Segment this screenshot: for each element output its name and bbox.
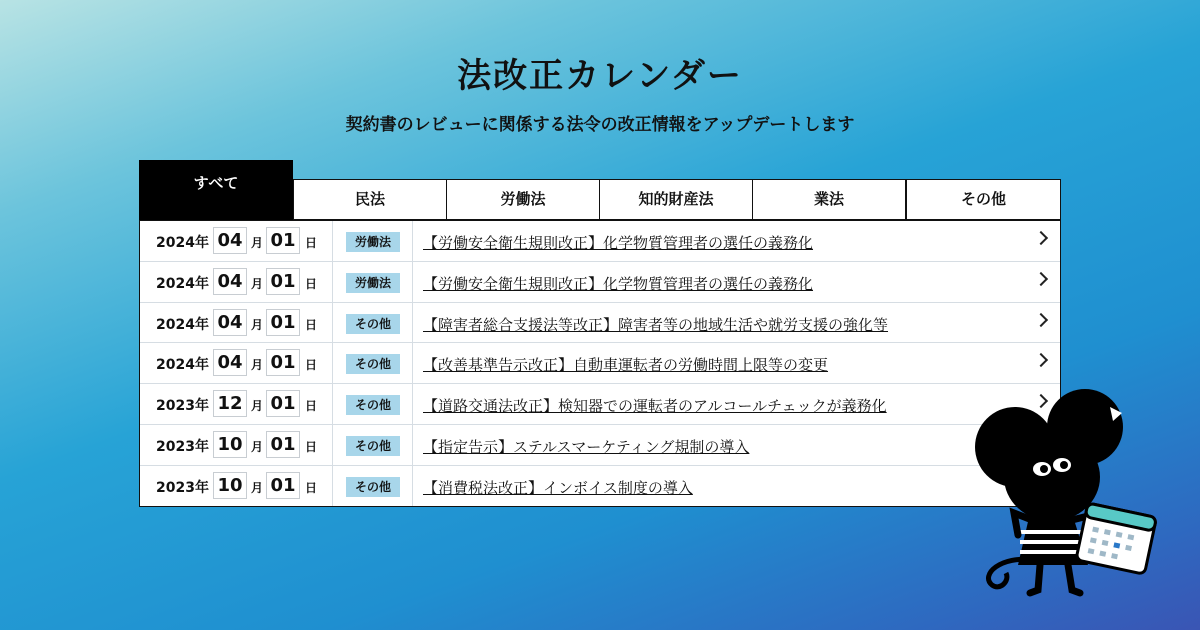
day-unit: 日: [305, 399, 318, 414]
month-box: 12: [213, 390, 247, 417]
column-divider: [412, 425, 413, 465]
year-text: 2023年: [156, 398, 209, 415]
tab-other[interactable]: その他: [906, 179, 1061, 220]
list-item[interactable]: [140, 302, 1060, 343]
category-badge: その他: [346, 477, 400, 497]
list-item[interactable]: [140, 465, 1060, 506]
tab-labor-law[interactable]: 労働法: [446, 179, 600, 220]
tab-civil-law[interactable]: 民法: [293, 179, 447, 220]
category-tabs: [139, 160, 1061, 220]
list-item[interactable]: [140, 261, 1060, 302]
column-divider: [332, 384, 333, 424]
revision-title-link[interactable]: 【労働安全衛生規則改正】化学物質管理者の選任の義務化: [423, 274, 814, 293]
day-unit: 日: [305, 317, 318, 332]
page-header: [0, 52, 1200, 135]
day-unit: 日: [305, 358, 318, 373]
tab-business-law[interactable]: 業法: [752, 179, 906, 220]
tab-ip-law[interactable]: 知的財産法: [599, 179, 753, 220]
category-badge: 労働法: [346, 273, 400, 293]
category-badge: その他: [346, 395, 400, 415]
mouse-mascot-illustration: [960, 385, 1175, 605]
column-divider: [332, 262, 333, 302]
month-box: 04: [213, 227, 247, 254]
category-badge: 労働法: [346, 232, 400, 252]
chevron-right-icon[interactable]: [1034, 353, 1048, 367]
year-text: 2024年: [156, 357, 209, 374]
calendar-icon: [1076, 503, 1157, 574]
column-divider: [332, 466, 333, 506]
column-divider: [332, 343, 333, 383]
column-divider: [412, 221, 413, 261]
month-unit: 月: [251, 399, 264, 414]
list-item[interactable]: [140, 383, 1060, 424]
column-divider: [412, 384, 413, 424]
revision-list: [139, 220, 1061, 507]
month-unit: 月: [251, 439, 264, 454]
month-unit: 月: [251, 236, 264, 250]
list-item[interactable]: [140, 424, 1060, 465]
revision-title-link[interactable]: 【労働安全衛生規則改正】化学物質管理者の選任の義務化: [423, 234, 814, 252]
revision-title-link[interactable]: 【指定告示】ステルスマーケティング規制の導入: [423, 437, 750, 456]
column-divider: [412, 466, 413, 506]
year-text: 2023年: [156, 438, 209, 455]
column-divider: [412, 262, 413, 302]
month-unit: 月: [251, 480, 264, 495]
month-unit: 月: [251, 317, 264, 332]
month-unit: 月: [251, 358, 264, 373]
day-box: 01: [266, 472, 300, 499]
year-text: 2024年: [156, 316, 209, 333]
page-subtitle: 契約書のレビューに関係する法令の改正情報をアップデートします: [345, 115, 855, 135]
revision-title-link[interactable]: 【障害者総合支援法等改正】障害者等の地域生活や就労支援の強化等: [423, 315, 889, 334]
revision-title-link[interactable]: 【道路交通法改正】検知器での運転者のアルコールチェックが義務化: [423, 397, 887, 416]
category-badge: その他: [346, 436, 400, 456]
list-item[interactable]: [140, 342, 1060, 383]
revision-title-link[interactable]: 【消費税法改正】インボイス制度の導入: [423, 478, 693, 497]
month-box: 04: [213, 268, 247, 295]
day-box: 01: [266, 349, 300, 376]
category-badge: その他: [346, 314, 400, 334]
day-unit: 日: [305, 236, 318, 250]
day-unit: 日: [305, 439, 318, 454]
column-divider: [332, 303, 333, 343]
month-box: 10: [213, 472, 247, 499]
day-unit: 日: [305, 276, 318, 291]
day-box: 01: [266, 309, 300, 336]
category-badge: その他: [346, 354, 400, 374]
month-box: 04: [213, 309, 247, 336]
day-unit: 日: [305, 480, 318, 495]
day-box: 01: [266, 431, 300, 458]
chevron-right-icon[interactable]: [1034, 272, 1048, 286]
list-item[interactable]: [140, 220, 1060, 261]
day-box: 01: [266, 268, 300, 295]
revision-title-link[interactable]: 【改善基準告示改正】自動車運転者の労働時間上限等の変更: [423, 356, 829, 375]
year-text: 2023年: [156, 479, 209, 496]
column-divider: [332, 221, 333, 261]
year-text: 2024年: [156, 275, 209, 292]
month-unit: 月: [251, 276, 264, 291]
day-box: 01: [266, 227, 300, 254]
year-text: 2024年: [156, 235, 209, 251]
column-divider: [412, 303, 413, 343]
page-title: 法改正カレンダー: [457, 56, 743, 96]
chevron-right-icon[interactable]: [1034, 313, 1048, 327]
month-box: 10: [213, 431, 247, 458]
column-divider: [412, 343, 413, 383]
day-box: 01: [266, 390, 300, 417]
column-divider: [332, 425, 333, 465]
tab-all[interactable]: すべて: [139, 160, 293, 220]
chevron-right-icon[interactable]: [1034, 231, 1048, 245]
month-box: 04: [213, 349, 247, 376]
